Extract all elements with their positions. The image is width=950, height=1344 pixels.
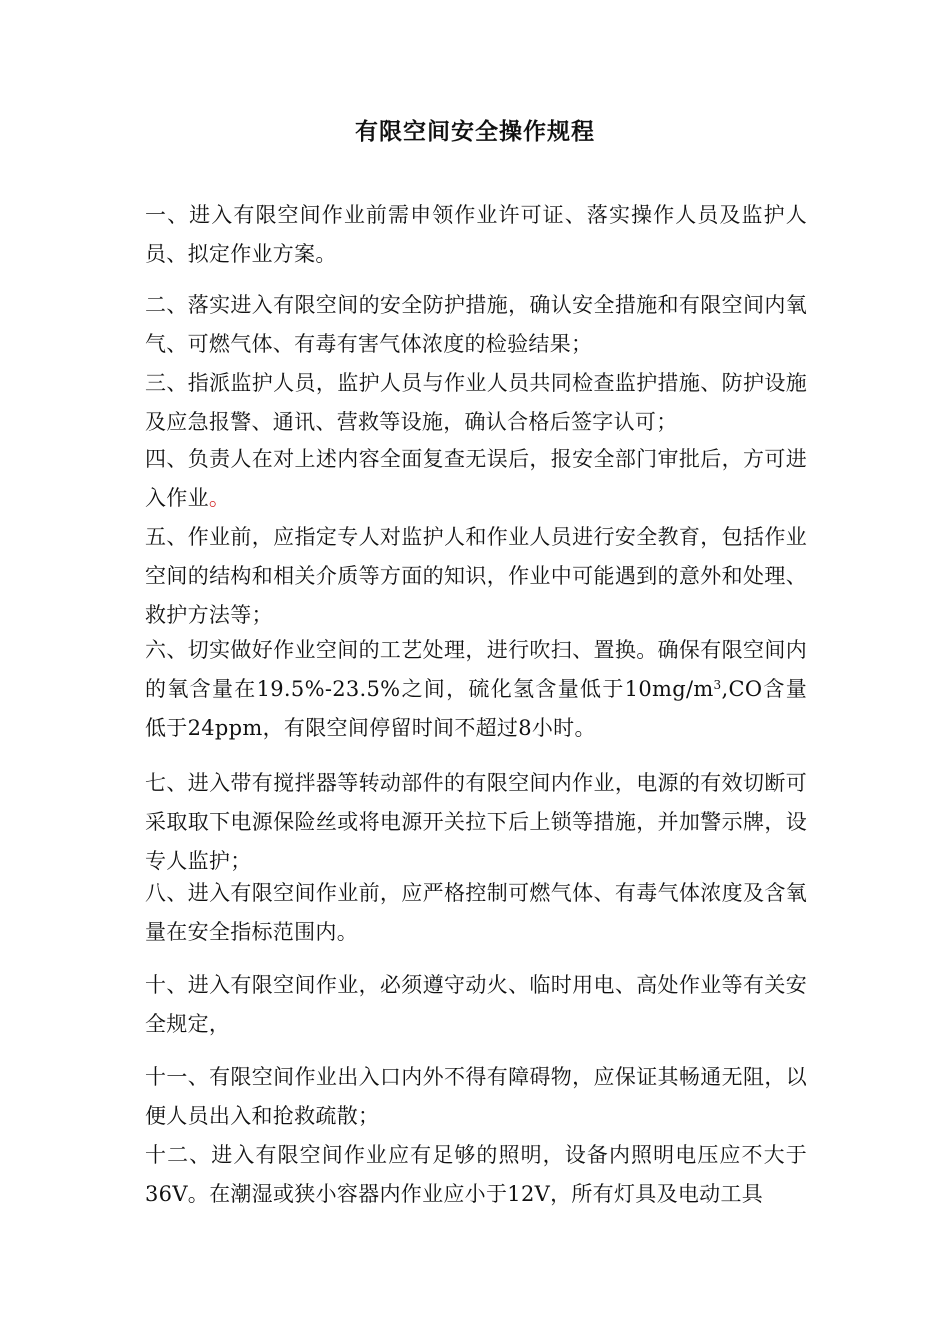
paragraph-11: 十一、有限空间作业出入口内外不得有障碍物，应保证其畅通无阻，以便人员出入和抢救疏散；	[145, 1065, 807, 1128]
paragraph-1: 一、进入有限空间作业前需申领作业许可证、落实操作人员及监护人员、拟定作业方案。	[145, 203, 807, 266]
paragraph-6-text-a: 六、切实做好作业空间的工艺处理，进行吹扫、置换。确保有限空间内的氧含量在19.5%-23.5%之间，硫化氢含量低于10mg/m	[145, 638, 807, 701]
paragraph-4-red-period: 。	[208, 486, 231, 510]
paragraph-8: 八、进入有限空间作业前，应严格控制可燃气体、有毒气体浓度及含氧量在安全指标范围内。	[145, 881, 807, 944]
paragraph-6-text-b: ,CO含量低于24ppm，有限空间停留时间不超过8小时。	[145, 677, 807, 740]
paragraph-6	[145, 631, 807, 748]
paragraph-2: 二、落实进入有限空间的安全防护措施，确认安全措施和有限空间内氧气、可燃气体、有毒有害气体浓度的检验结果；	[145, 293, 807, 356]
paragraph-5: 五、作业前，应指定专人对监护人和作业人员进行安全教育，包括作业空间的结构和相关介质等方面的知识，作业中可能遇到的意外和处理、救护方法等；	[145, 525, 807, 627]
paragraph-6-superscript: 3	[713, 678, 722, 692]
paragraph-12: 十二、进入有限空间作业应有足够的照明，设备内照明电压应不大于36V。在潮湿或狭小容器内作业应小于12V，所有灯具及电动工具	[145, 1143, 807, 1206]
paragraph-4	[145, 440, 807, 518]
paragraph-10: 十、进入有限空间作业，必须遵守动火、临时用电、高处作业等有关安全规定，	[145, 973, 807, 1036]
paragraph-3: 三、指派监护人员，监护人员与作业人员共同检查监护措施、防护设施及应急报警、通讯、营救等设施，确认合格后签字认可；	[145, 371, 807, 434]
paragraph-4-text: 四、负责人在对上述内容全面复查无误后，报安全部门审批后，方可进入作业	[145, 447, 807, 510]
paragraph-7: 七、进入带有搅拌器等转动部件的有限空间内作业，电源的有效切断可采取取下电源保险丝或将电源开关拉下后上锁等措施，并加警示牌，设专人监护；	[145, 771, 807, 873]
document-title: 有限空间安全操作规程	[355, 119, 595, 145]
